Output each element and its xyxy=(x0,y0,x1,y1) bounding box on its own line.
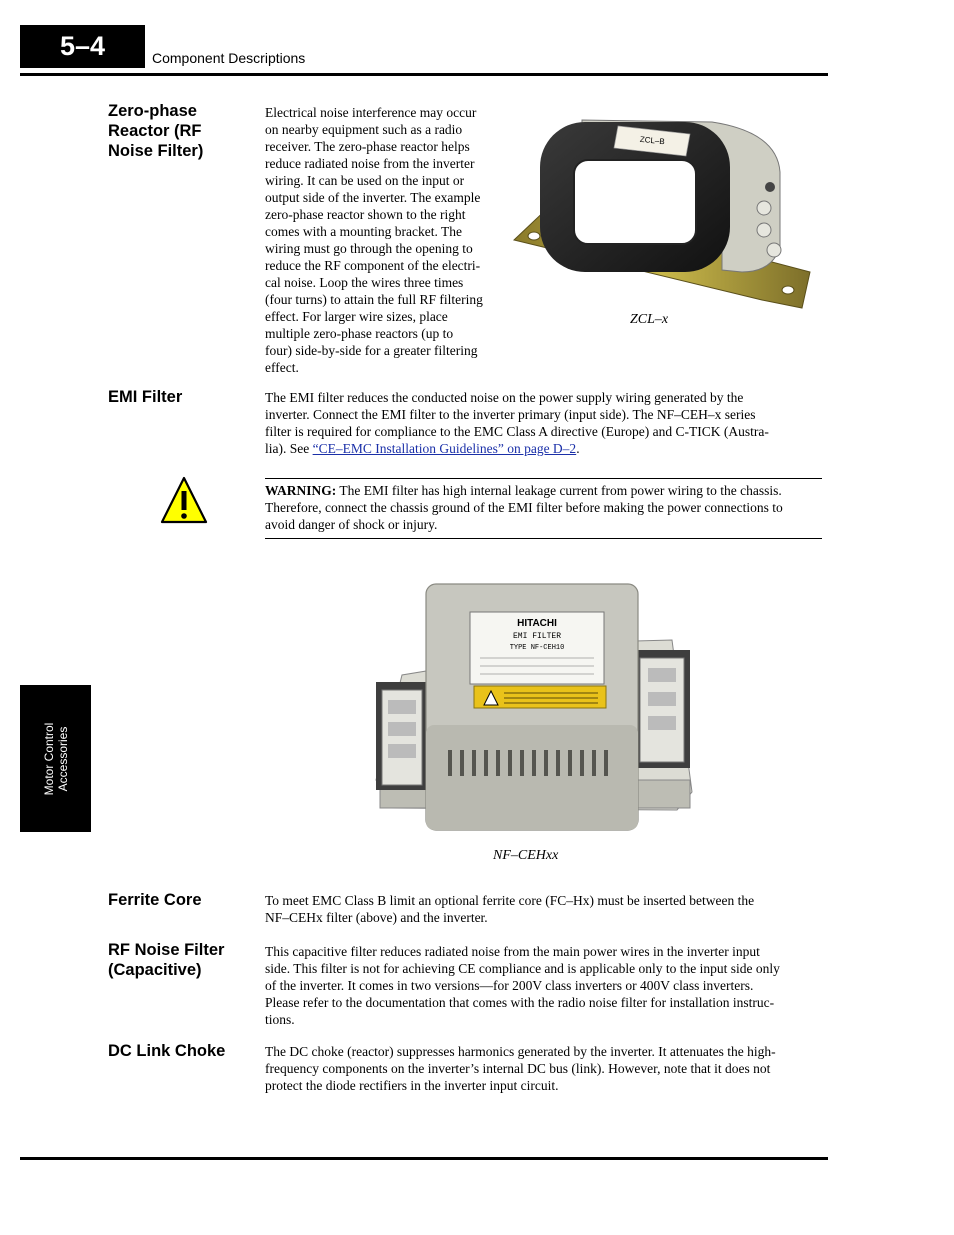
warning-triangle-icon xyxy=(160,475,208,525)
dc-choke-heading: DC Link Choke xyxy=(108,1042,226,1060)
ferrite-heading: Ferrite Core xyxy=(108,891,202,909)
warning-rule-bottom xyxy=(265,538,822,539)
zcl-label: ZCL–B xyxy=(639,134,666,147)
side-tab-line1: Motor Control xyxy=(41,722,56,795)
zcl-reactor-photo xyxy=(512,112,812,312)
nf-caption: NF–CEHxx xyxy=(493,848,559,863)
dc-choke-text: The DC choke (reactor) suppresses harmonics generated by the inverter. It attenuates the high- frequency components on the inverter’s internal DC bus (link). However, note that it does not protect the diode rectifiers in the inverter input circuit. xyxy=(265,1044,776,1093)
zero-phase-heading: Zero-phase Reactor (RF Noise Filter) xyxy=(108,102,204,160)
nf-brand: HITACHI xyxy=(517,618,557,629)
emi-heading: EMI Filter xyxy=(108,388,183,406)
rf-cap-heading: RF Noise Filter (Capacitive) xyxy=(108,941,225,979)
emi-text: The EMI filter reduces the conducted noise on the power supply wiring generated by the inverter. Connect the EMI filter to the inverter primary (input side). The NF–CEH–x series filter is required for compliance to the EMC Class A directive (Europe) and C-TICK (Austra- lia). See “CE–EMC Installation Guidelines” on page D–2. xyxy=(265,390,769,456)
footer-rule xyxy=(20,1157,828,1160)
warning-rule-top xyxy=(265,478,822,479)
side-tab xyxy=(20,685,91,832)
rf-cap-text: This capacitive filter reduces radiated noise from the main power wires in the inverter input side. This filter is not for achieving CE compliance and is applicable only to the input side only of the inverter. It comes in two versions—for 200V class inverters or 400V class inverters. Please refer to the documentation that comes with the radio noise filter for installation instruc- tions. xyxy=(265,944,780,1027)
nf-ceh-filter-photo xyxy=(372,580,697,845)
ferrite-text: To meet EMC Class B limit an optional ferrite core (FC–Hx) must be inserted between the NF–CEHx filter (above) and the inverter. xyxy=(265,893,755,925)
nf-type: TYPE NF-CEH10 xyxy=(509,644,565,652)
side-tab-line2: Accessories xyxy=(55,726,70,791)
zero-phase-text: Electrical noise interference may occur on nearby equipment such as a radio receiver. The zero-phase reactor helps reduce radiated noise from the inverter wiring. It can be used on the input or output side of the inverter. The example zero-phase reactor shown to the right comes with a mounting bracket. The wiring must go through the opening to reduce the RF component of the electri- cal noise. Loop the wires three times (four turns) to attain the full RF filtering effect. For larger wire sizes, place multiple zero-phase reactors (up to four) side-by-side for a greater filtering effect. xyxy=(265,105,483,375)
warning-text: WARNING: The EMI filter has high internal leakage current from power wiring to the chassis. Therefore, connect the chassis ground of the EMI filter before making the power connections to avoid danger of shock or injury. xyxy=(265,483,783,532)
page-number: 5–4 xyxy=(20,25,145,68)
nf-product: EMI FILTER xyxy=(512,632,562,641)
ce-emc-guidelines-link[interactable]: “CE–EMC Installation Guidelines” on page D–2 xyxy=(312,441,577,456)
zcl-caption: ZCL–x xyxy=(630,312,669,327)
section-title: Component Descriptions xyxy=(152,50,306,66)
header-rule xyxy=(20,73,828,76)
